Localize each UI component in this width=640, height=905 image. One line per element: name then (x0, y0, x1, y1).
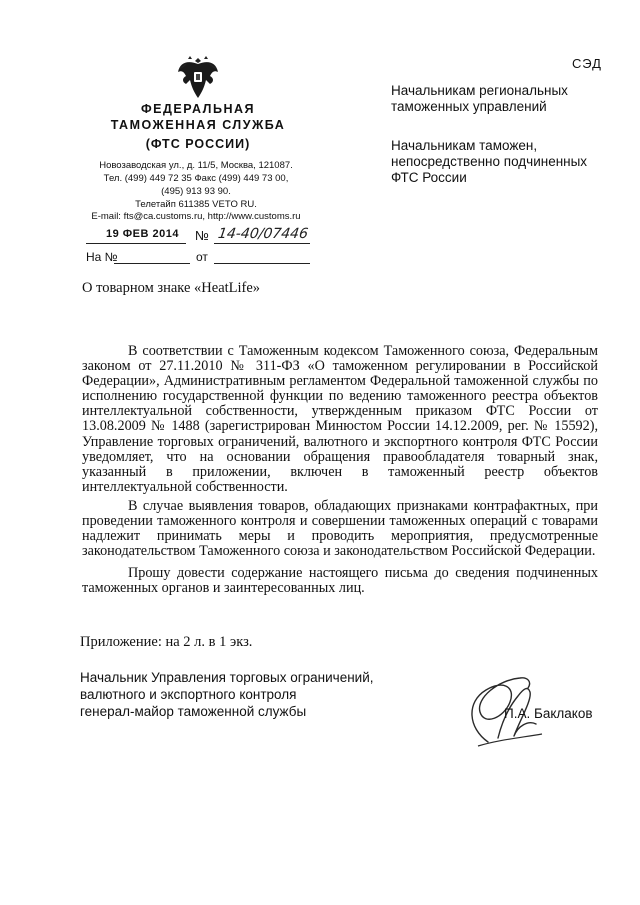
number-label: № (195, 228, 209, 243)
ref-label: На № (86, 250, 118, 264)
ref-number-line (114, 263, 190, 264)
signatory-title-line1: Начальник Управления торговых ограничений, (80, 670, 374, 685)
subject: О товарном знаке «HeatLife» (82, 280, 261, 296)
signatory-title-line2: валютного и экспортного контроля (80, 687, 297, 702)
addressee-line4: непосредственно подчиненных (391, 154, 588, 169)
signatory-rank: генерал-майор таможенной службы (80, 704, 307, 719)
org-name-line2: ТАМОЖЕННАЯ СЛУЖБА (110, 118, 286, 132)
org-name-line1: ФЕДЕРАЛЬНАЯ (141, 102, 255, 116)
date-stamp: 19 ФЕВ 2014 (106, 228, 179, 240)
outgoing-number: 14-40/07446 (216, 226, 310, 242)
addressee-line3: Начальникам таможен, (391, 138, 538, 153)
addressee-line2: таможенных управлений (391, 99, 547, 114)
number-field (214, 228, 310, 244)
contact-phone2: (495) 913 93 90. (161, 186, 231, 197)
contact-teletype: Телетайп 611385 VETO RU. (135, 199, 257, 210)
paragraph-1: В соответствии с Таможенным кодексом Таможенного союза, Федеральным законом от 27.11.2010 № 311-ФЗ «О таможенном регулировании в Российской Федерации», Административным регламентом Федеральной таможенной службы по исполнению государственной функции по ведению таможенного реестра объектов интеллектуальной собственности, утвержденным приказом ФТС России от 13.08.2009 № 1488 (зарегистрирован Минюстом России 14.12.2009, рег. № 15592), Управление торговых ограничений, валютного и экспортного контроля ФТС России уведомляет, что на основании обращения правообладателя товарный знак, указанный в приложении, включен в таможенный реестр объектов интеллектуальной собственности. (82, 343, 598, 495)
org-abbreviation: (ФТС РОССИИ) (145, 137, 251, 151)
paragraph-2: В случае выявления товаров, обладающих признаками контрафактных, при проведении таможенного контроля и совершении таможенных операций с товарами надлежит принимать меры и проводить мероприятия, предусмотренные законодательством Таможенного союза и законодательством Российской Федерации. (82, 497, 598, 560)
contact-email: E-mail: fts@ca.customs.ru, http://www.customs.ru (91, 211, 301, 222)
russian-eagle-emblem-icon (176, 52, 220, 102)
attachment-note: Приложение: на 2 л. в 1 экз. (80, 634, 253, 650)
paragraph-3: Прошу довести содержание настоящего письма до сведения подчиненных таможенных органов и заинтересованных лиц. (82, 565, 598, 597)
sed-stamp: СЭД (572, 56, 602, 71)
addressee-line1: Начальникам региональных (391, 83, 568, 98)
contact-phone-fax: Тел. (499) 449 72 35 Факс (499) 449 73 00, (103, 173, 289, 184)
from-label: от (196, 250, 208, 264)
signatory-name: П.А. Баклаков (504, 706, 593, 721)
date-field (86, 228, 186, 244)
contact-address: Новозаводская ул., д. 11/5, Москва, 121087. (99, 160, 293, 171)
letter-body (82, 344, 598, 597)
ref-date-line (214, 263, 310, 264)
addressee-line5: ФТС России (391, 170, 467, 185)
